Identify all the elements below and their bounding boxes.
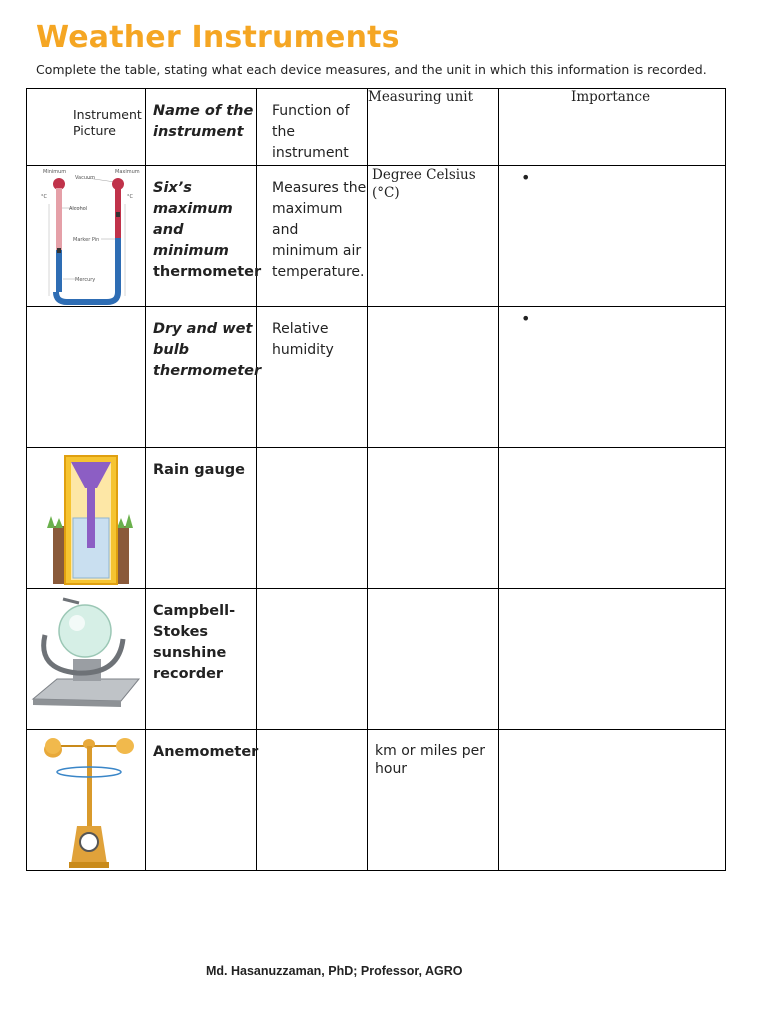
name-italic: Six’s maximum and minimum bbox=[153, 180, 233, 259]
unit-cell[interactable] bbox=[368, 448, 499, 589]
function-cell[interactable] bbox=[257, 589, 368, 730]
function-cell[interactable] bbox=[257, 730, 368, 871]
header-unit: Measuring unit bbox=[368, 89, 474, 105]
name-cell bbox=[146, 448, 257, 589]
thermo-vacuum-label: Vacuum bbox=[75, 175, 96, 181]
picture-cell bbox=[27, 307, 146, 448]
unit-cell bbox=[368, 166, 499, 307]
table-row bbox=[27, 448, 726, 589]
header-importance: Importance bbox=[571, 89, 651, 105]
unit-cell bbox=[368, 730, 499, 871]
instrument-unit: Degree Celsius (°C) bbox=[372, 167, 476, 201]
author-footer: Md. Hasanuzzaman, PhD; Professor, AGRO bbox=[206, 964, 463, 978]
thermo-max-label: Maximum bbox=[115, 169, 140, 175]
table-row bbox=[27, 307, 726, 448]
instrument-name bbox=[153, 178, 261, 283]
thermo-min-label: Minimum bbox=[43, 169, 67, 175]
instructions-text: Complete the table, stating what each device measures, and the unit in which this information is recorded. bbox=[36, 62, 707, 77]
importance-bullet: • bbox=[521, 309, 531, 328]
importance-cell[interactable] bbox=[499, 448, 726, 589]
unit-cell[interactable] bbox=[368, 307, 499, 448]
name-plain: thermometer bbox=[153, 264, 262, 280]
anemometer-icon bbox=[27, 730, 145, 870]
name-cell bbox=[146, 166, 262, 307]
function-cell bbox=[257, 166, 368, 307]
header-importance-cell bbox=[499, 89, 726, 166]
picture-cell bbox=[27, 730, 146, 871]
thermo-unit-left: °C bbox=[41, 194, 47, 200]
table-row bbox=[27, 166, 726, 307]
header-function-cell bbox=[257, 89, 368, 166]
instrument-function: Measures the maximum and minimum air temperature. bbox=[272, 180, 367, 280]
header-unit-cell bbox=[368, 89, 499, 166]
importance-cell[interactable] bbox=[499, 166, 726, 307]
instruments-table bbox=[26, 88, 726, 871]
function-cell bbox=[257, 307, 368, 448]
importance-bullet: • bbox=[521, 168, 531, 187]
picture-cell bbox=[27, 166, 146, 307]
table-row bbox=[27, 730, 726, 871]
importance-cell[interactable] bbox=[499, 307, 726, 448]
name-italic: Dry and wet bulb thermometer bbox=[153, 321, 262, 379]
page-title: Weather Instruments bbox=[36, 20, 400, 55]
sunshine-recorder-icon bbox=[27, 589, 145, 729]
unit-cell[interactable] bbox=[368, 589, 499, 730]
picture-cell bbox=[27, 589, 146, 730]
header-function: Function of the instrument bbox=[272, 103, 350, 161]
name-cell bbox=[146, 307, 262, 448]
instrument-function: Relative humidity bbox=[272, 321, 334, 358]
header-name: Name of the instrument bbox=[153, 103, 254, 140]
picture-cell bbox=[27, 448, 146, 589]
instrument-name bbox=[153, 319, 261, 382]
thermo-marker-label: Marker Pin bbox=[73, 237, 100, 243]
table-row bbox=[27, 589, 726, 730]
thermo-alcohol-label: Alcohol bbox=[69, 206, 88, 212]
instrument-name: Anemometer bbox=[153, 744, 259, 760]
header-picture-cell bbox=[27, 89, 146, 166]
thermo-mercury-label: Mercury bbox=[75, 277, 96, 283]
instrument-unit: km or miles per hour bbox=[375, 743, 485, 777]
header-name-cell bbox=[146, 89, 257, 166]
importance-cell[interactable] bbox=[499, 589, 726, 730]
name-cell bbox=[146, 589, 257, 730]
table-header-row bbox=[27, 89, 726, 166]
instrument-name: Campbell-Stokes sunshine recorder bbox=[153, 603, 236, 682]
header-picture: Instrument Picture bbox=[73, 107, 142, 138]
thermo-unit-right: °C bbox=[127, 194, 133, 200]
function-cell[interactable] bbox=[257, 448, 368, 589]
name-cell bbox=[146, 730, 257, 871]
instrument-name: Rain gauge bbox=[153, 462, 245, 478]
rain-gauge-icon bbox=[27, 448, 145, 588]
six-thermometer-icon bbox=[27, 166, 145, 306]
importance-cell[interactable] bbox=[499, 730, 726, 871]
